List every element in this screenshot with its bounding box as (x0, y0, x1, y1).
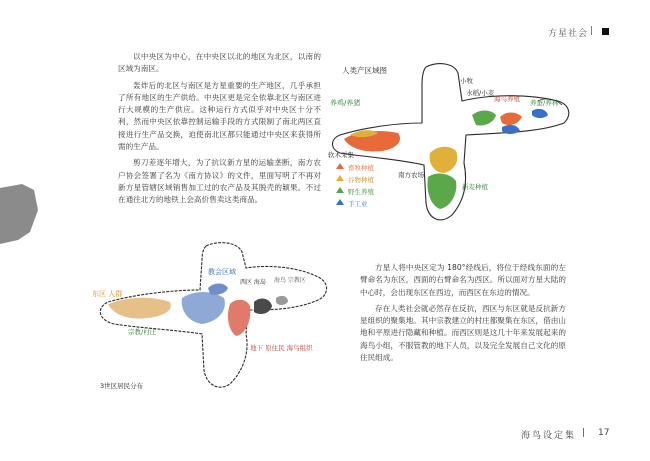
paragraph: 以中央区为中心，在中央区以北的地区为北区，以南的区域为南区。 (118, 52, 321, 74)
legend-item: 谷物种植 (348, 176, 374, 184)
map2-footnote: 3世区居民分布 (100, 382, 144, 390)
legend-item: 野生养殖 (348, 188, 374, 196)
paragraph: 方星人将中央区定为 180°经线后，将位于经线东面的左臂命名为东区，西面的右臂命名为西区。所以面对方星大陆的中心时，会出现东区在西边，而西区在东边的情况。 (360, 263, 566, 297)
left-text-block (118, 51, 321, 211)
footer-book-title: 海鸟设定集 (521, 431, 577, 441)
shard-graphic (0, 180, 40, 250)
map1-label-fish: 海鸟养殖 (494, 95, 520, 103)
right-text-block (360, 262, 566, 368)
footer-separator: | (582, 428, 586, 438)
map2-label-church: 教会区域 (208, 268, 236, 276)
paragraph: 轰炸后的北区与南区是方星重要的生产地区，几乎承担了所有地区的生产供给。中央区更是完全依靠北区与南区进行大规模的生产供应。这种运行方式似乎对中央区十分不利，然而中央区依靠控制运输手段的方式限制了南北两区直接进行生产品交换，迫使南北区都只能通过中央区来获得所需的生产品。 (118, 80, 321, 152)
map1-legend (336, 163, 375, 208)
map1-label-wheat: 新麦种植 (462, 183, 488, 191)
region-west-underground (228, 300, 250, 336)
legend-triangle-icon (336, 175, 344, 181)
header-separator: | (590, 26, 594, 36)
map2-label-right: 海鸟 宗教区 (274, 277, 306, 284)
map2-label-bottom-right: 地下 原住民 海鸟组织 (250, 344, 313, 352)
paragraph: 存在人类社会就必然存在反抗，西区与东区就是反抗新方星组织的聚集地。其中宗教建立的村庄都聚集在东区，借由山地和平原进行隐藏和种植。而西区则是这几十年来发展起来的海鸟小组，不服管教的地下人员，以及完全发展自己文化的原住民组成。 (360, 303, 566, 363)
legend-item: 畜牧种植 (348, 164, 374, 172)
header-square-icon (602, 28, 609, 35)
map1-label-south: 南方农场 (398, 171, 424, 179)
page-number: 17 (598, 428, 610, 438)
legend-item: 手工业 (348, 200, 368, 208)
resident-distribution-map (90, 238, 340, 396)
map1-label-west: 养鸡/养猪 (330, 99, 361, 107)
map1-label-mine: 软木采集 (328, 151, 354, 159)
paragraph: 剪刀差逐年增大，为了抗议新方星的运输垄断，南方农户协会签署了名为《南方协议》的文件，里面写明了不再对新方星管辖区域销售加工过的农产品及其脱壳的颖果。不过在通往北方的地铁上会高价售卖这类商品。 (118, 158, 321, 205)
legend-triangle-icon (336, 187, 344, 193)
map2-label-west: 西区 海岛 (240, 279, 266, 286)
section-label: 方星社会 (548, 29, 589, 39)
legend-triangle-icon (336, 163, 344, 169)
legend-triangle-icon (336, 199, 344, 205)
map1-title: 人类产区域图 (342, 66, 387, 75)
map2-label-bottom-left: 宗教/村庄 (128, 328, 157, 336)
map2-label-left: 东区 人群 (92, 290, 123, 298)
map1-label-rice: 水稻/小麦 (466, 89, 495, 97)
map1-label-veg: 养蚕/养林 (530, 99, 559, 107)
production-region-map (326, 53, 581, 238)
map1-label-east: 小牧 (460, 77, 473, 85)
